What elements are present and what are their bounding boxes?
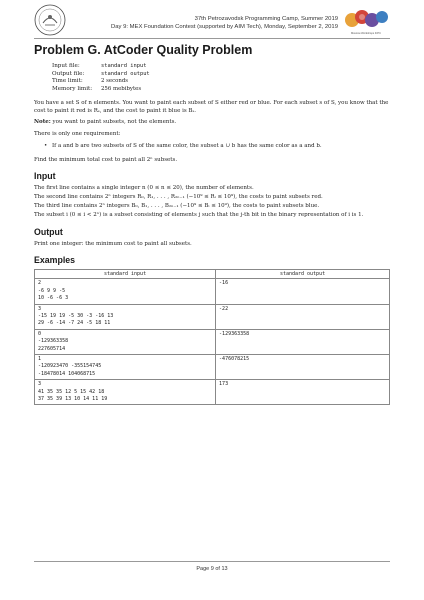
example-row — [35, 329, 390, 354]
input-line: -6 9 9 -5 — [38, 287, 66, 294]
footer-divider — [34, 561, 390, 562]
meta-row-input-file — [52, 63, 390, 71]
moscow-workshops-caption: Moscow Workshops ICPC — [350, 32, 382, 35]
meta-key: Input file: — [52, 63, 80, 69]
meta-value: standard output — [101, 70, 150, 77]
header-divider — [34, 38, 390, 39]
example-input — [35, 355, 216, 380]
requirement-bullet — [44, 143, 390, 151]
output-heading: Output — [34, 226, 63, 237]
meta-value: 2 seconds — [101, 78, 129, 85]
examples-header-row — [35, 270, 390, 279]
input-heading: Input — [34, 171, 56, 182]
input-line: 29 -6 -14 -7 24 -5 18 11 — [38, 320, 111, 327]
example-output: -22 — [216, 304, 390, 329]
input-line: -18478014 104068715 — [38, 370, 96, 377]
problem-content — [34, 42, 390, 405]
statement-paragraph-1: You have a set S of n elements. You want to paint each subset of S either red or blue. For each subset s of S, you know that the cost to paint it red is Rₛ, and the cost to paint it blue is Bₛ. — [34, 100, 389, 114]
example-input — [35, 279, 216, 304]
example-input — [35, 380, 216, 405]
meta-key: Memory limit: — [52, 85, 93, 92]
meta-row-memory-limit — [52, 86, 390, 94]
example-output: -476078215 — [216, 355, 390, 380]
input-line: 2 — [38, 280, 42, 287]
meta-row-output-file — [52, 71, 390, 79]
output-paragraph-1: Print one integer: the minimum cost to paint all subsets. — [34, 240, 192, 247]
header-text — [74, 15, 338, 31]
input-line: -15 19 19 -5 30 -3 -16 13 — [38, 313, 114, 319]
example-row — [35, 380, 390, 405]
input-line: 3 — [38, 381, 42, 388]
meta-key: Time limit: — [52, 78, 83, 85]
input-line: -120923470 -355154745 — [38, 363, 102, 370]
examples-table — [34, 269, 390, 405]
example-output: -16 — [216, 279, 390, 304]
input-line: -129363358 — [38, 338, 69, 345]
meta-row-time-limit — [52, 78, 390, 86]
example-row — [35, 304, 390, 329]
meta-key: Output file: — [52, 70, 85, 77]
page-number: Page 9 of 13 — [196, 566, 228, 572]
example-row — [35, 355, 390, 380]
example-output: -129363358 — [216, 329, 390, 354]
input-line: 10 -6 -6 3 — [38, 295, 69, 302]
input-paragraph-1: The first line contains a single integer n (0 ≤ n ≤ 20), the number of elements. — [34, 185, 254, 192]
input-line: 37 35 39 13 10 14 11 19 — [38, 396, 108, 403]
note-text: you want to paint subsets, not the elements. — [50, 119, 177, 126]
examples-heading: Examples — [34, 255, 76, 266]
input-paragraph-4: The subset i (0 ≤ i < 2ⁿ) is a subset consisting of elements j such that the j-th bit in the binary representation of i is 1. — [34, 212, 364, 219]
statement-paragraph-3: There is only one requirement: — [34, 130, 121, 137]
problem-meta — [52, 63, 390, 93]
statement-paragraph-4: Find the minimum total cost to paint all 2ⁿ subsets. — [34, 156, 178, 163]
problem-title: Problem G. AtCoder Quality Problem — [34, 43, 253, 57]
header-line-2: Day 9: MEX Foundation Contest (supported by AIM Tech), Monday, September 2, 2019 — [110, 24, 338, 30]
input-line: 0 — [38, 330, 42, 337]
col-standard-output: standard output — [216, 270, 390, 279]
col-standard-input: standard input — [35, 270, 216, 279]
input-paragraph-3: The third line contains 2ⁿ integers B₀, B₁, . . . , B₂ₙ₋₁ (−10⁹ ≤ Bᵢ ≤ 10⁹), the costs to paint subsets blue. — [34, 203, 320, 210]
page-header — [34, 4, 390, 37]
input-line: 227605714 — [38, 345, 66, 352]
header-line-1: 37th Petrozavodsk Programming Camp, Summer 2019 — [194, 16, 338, 22]
meta-value: standard input — [101, 63, 147, 69]
petrozavodsk-camp-logo — [34, 4, 66, 36]
example-input — [35, 329, 216, 354]
bullet-icon: • — [44, 143, 48, 150]
input-line: 3 — [38, 305, 42, 312]
input-paragraph-2: The second line contains 2ⁿ integers R₀, R₁, . . . , R₂ₙ₋₁ (−10⁹ ≤ Rᵢ ≤ 10⁹), the costs to paint subsets red. — [34, 194, 323, 201]
example-row — [35, 279, 390, 304]
example-output: 173 — [216, 380, 390, 405]
requirement-text: If a and b are two subsets of S of the same color, the subset a ∪ b has the same color as a and b. — [52, 143, 322, 150]
meta-value: 256 mebibytes — [101, 85, 142, 92]
note-label: Note: — [34, 119, 51, 126]
example-input — [35, 304, 216, 329]
statement-note — [34, 119, 390, 127]
input-line: 41 35 35 12 5 15 42 18 — [38, 388, 105, 395]
input-line: 1 — [38, 356, 42, 363]
